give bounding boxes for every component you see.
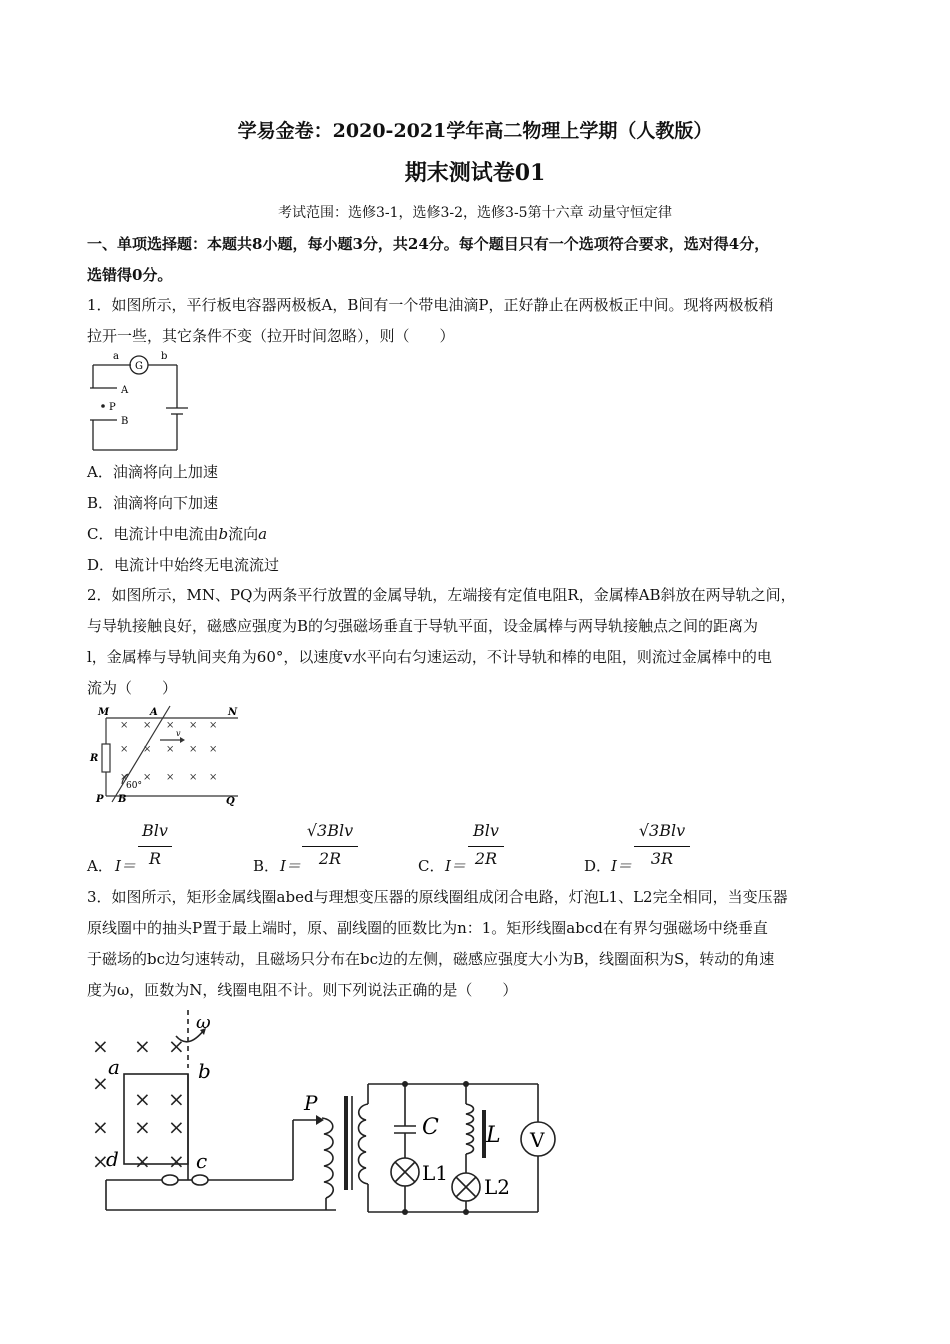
svg-text:×: × <box>92 1034 109 1058</box>
fig3-label-d: d <box>106 1147 119 1171</box>
svg-text:×: × <box>168 1034 185 1058</box>
fig2-label-N: N <box>228 707 238 718</box>
q2-rail-figure <box>88 704 248 806</box>
q3-line2: 原线圈中的抽头P置于最上端时，原、副线圈的匝数比为n：1。矩形线圈abcd在有界匀强磁场中绕垂直 <box>87 919 768 937</box>
fig3-label-L1: L1 <box>422 1161 449 1185</box>
svg-text:×: × <box>189 720 198 731</box>
section-heading-line1: 一、单项选择题：本题共8小题，每小题3分，共24分。每个题目只有一个选项符合要求，选对得4分， <box>87 235 770 253</box>
q1-capacitor-figure <box>85 350 195 455</box>
q2-line3: l，金属棒与导轨间夹角为60°，以速度v水平向右匀速运动，不计导轨和棒的电阻，则流过金属棒中的电 <box>87 648 772 666</box>
q2-opt-a-lhs: I＝ <box>115 857 136 875</box>
fig1-label-A: A <box>121 385 129 396</box>
svg-text:×: × <box>134 1087 151 1111</box>
fig3-label-b: b <box>198 1059 211 1083</box>
q2-opt-b-fraction-bar <box>302 846 358 847</box>
svg-text:×: × <box>166 772 175 783</box>
fig2-label-P: P <box>96 794 104 805</box>
fig2-label-B: B <box>118 794 127 805</box>
svg-text:×: × <box>120 720 129 731</box>
q2-opt-a-fraction-bar <box>138 846 172 847</box>
q3-line3: 于磁场的bc边匀速转动，且磁场只分布在bc边的左侧，磁感应强度大小为B，线圈面积为S，转动的角速 <box>87 950 775 968</box>
q2-opt-c-label: C． <box>418 857 445 875</box>
svg-text:×: × <box>168 1087 185 1111</box>
svg-text:×: × <box>120 772 129 783</box>
fig1-label-G: G <box>135 361 143 372</box>
q2-opt-b-denominator: 2R <box>318 849 342 868</box>
q2-opt-c-lhs: I＝ <box>445 857 466 875</box>
q2-line1: 2．如图所示，MN、PQ为两条平行放置的金属导轨，左端接有定值电阻R，金属棒AB斜放在两导轨之间， <box>87 586 796 604</box>
fig1-label-B: B <box>121 416 129 427</box>
svg-text:×: × <box>92 1149 109 1173</box>
q2-opt-b-numerator: √3Blv <box>306 821 354 840</box>
fig1-label-P: P <box>109 402 116 413</box>
svg-text:×: × <box>189 772 198 783</box>
q2-opt-d-numerator: √3Blv <box>638 821 686 840</box>
svg-text:×: × <box>134 1115 151 1139</box>
q2-opt-c-numerator: Blv <box>473 821 499 840</box>
q2-opt-a-numerator: Blv <box>142 821 168 840</box>
q1-option-d: D．电流计中始终无电流流过 <box>87 556 280 574</box>
svg-text:×: × <box>134 1034 151 1058</box>
q1-line2: 拉开一些，其它条件不变（拉开时间忽略），则（ ） <box>87 327 455 345</box>
fig2-label-A: A <box>150 707 158 718</box>
q3-transformer-figure <box>88 1008 563 1218</box>
q2-opt-d-lhs: I＝ <box>611 857 632 875</box>
section-heading-line2: 选错得0分。 <box>87 266 173 284</box>
svg-text:×: × <box>209 720 218 731</box>
fig2-label-v: v <box>176 729 181 738</box>
fig3-label-c: c <box>196 1149 208 1173</box>
fig3-label-V: V <box>530 1128 545 1152</box>
fig2-label-M: M <box>98 707 110 718</box>
svg-text:×: × <box>168 1149 185 1173</box>
question-2-stem <box>87 580 872 704</box>
q3-line1: 3．如图所示，矩形金属线圈abed与理想变压器的原线圈组成闭合电路，灯泡L1、L2完全相同，当变压器 <box>87 888 788 906</box>
fig3-label-a: a <box>108 1055 120 1079</box>
q1-option-c <box>87 523 267 545</box>
fig3-label-P: P <box>304 1091 318 1115</box>
q2-opt-b-label: B． <box>253 857 280 875</box>
svg-text:×: × <box>143 720 152 731</box>
q2-line2: 与导轨接触良好，磁感应强度为B的匀强磁场垂直于导轨平面，设金属棒与两导轨接触点之间的距离为 <box>87 617 759 635</box>
svg-text:×: × <box>143 772 152 783</box>
svg-text:×: × <box>209 772 218 783</box>
svg-text:×: × <box>134 1149 151 1173</box>
fig2-label-R: R <box>90 753 99 764</box>
q2-opt-c-fraction-bar <box>468 846 504 847</box>
q2-opt-c-denominator: 2R <box>474 849 498 868</box>
q2-opt-d-denominator: 3R <box>650 849 674 868</box>
section-heading <box>87 229 872 291</box>
exam-subtitle: 期末测试卷01 <box>404 160 546 186</box>
q1-option-c-prefix: C．电流计中电流由 <box>87 525 219 543</box>
q1-option-a: A．油滴将向上加速 <box>87 463 218 481</box>
svg-text:×: × <box>209 744 218 755</box>
fig2-label-Q: Q <box>226 796 235 807</box>
q2-opt-a-label: A． <box>87 857 113 875</box>
question-3-stem <box>87 882 872 1006</box>
q1-option-c-a: a <box>258 525 268 543</box>
q1-option-b: B．油滴将向下加速 <box>87 494 219 512</box>
q2-opt-a-denominator: R <box>148 849 162 868</box>
q2-opt-d-fraction-bar <box>634 846 690 847</box>
q1-line1: 1．如图所示，平行板电容器两极板A，B间有一个带电油滴P，正好静止在两极板正中间。现将两极板稍 <box>87 296 774 314</box>
svg-text:×: × <box>143 744 152 755</box>
q3-line4: 度为ω，匝数为N，线圈电阻不计。则下列说法正确的是（ ） <box>87 981 518 999</box>
svg-text:×: × <box>92 1071 109 1095</box>
fig3-label-omega: ω <box>196 1012 211 1033</box>
fig1-label-a: a <box>113 351 119 362</box>
exam-scope: 考试范围：选修3-1，选修3-2，选修3-5第十六章 动量守恒定律 <box>277 205 673 221</box>
q2-opt-b-lhs: I＝ <box>280 857 301 875</box>
q1-option-c-mid: 流向 <box>228 525 259 543</box>
fig2-label-angle: 60° <box>126 781 142 791</box>
svg-text:×: × <box>168 1115 185 1139</box>
svg-text:×: × <box>189 744 198 755</box>
fig3-label-L: L <box>486 1123 501 1148</box>
q1-option-c-b: b <box>218 525 229 543</box>
fig1-label-b: b <box>161 351 168 362</box>
svg-text:×: × <box>166 720 175 731</box>
question-1-stem <box>87 290 872 352</box>
fig3-label-L2: L2 <box>484 1175 511 1199</box>
fig3-label-C: C <box>422 1115 439 1140</box>
q2-line4: 流为（ ） <box>87 679 178 697</box>
svg-text:×: × <box>120 744 129 755</box>
svg-text:×: × <box>92 1115 109 1139</box>
exam-title: 学易金卷：2020-2021学年高二物理上学期（人教版） <box>237 120 713 142</box>
svg-text:×: × <box>166 744 175 755</box>
q2-opt-d-label: D． <box>584 857 612 875</box>
